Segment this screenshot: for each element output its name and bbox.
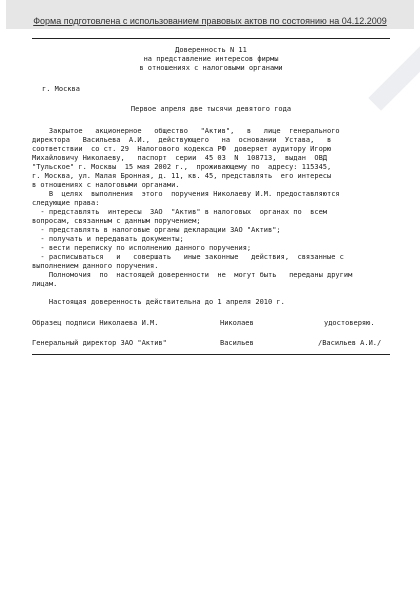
body-line: г. Москва, ул. Малая Бронная, д. 11, кв. 45, представлять его интересы: [32, 172, 332, 180]
document-city: г. Москва: [42, 85, 80, 93]
body-line: - представлять в налоговые органы декларации ЗАО "Актив";: [32, 226, 281, 234]
legal-notice: Форма подготовлена с использованием правовых актов по состоянию на 04.12.2009: [33, 16, 387, 26]
signature-sample-name: Николаев: [220, 319, 254, 327]
director-title: Генеральный директор ЗАО "Актив": [32, 339, 167, 347]
document-date: Первое апреля две тысячи девятого года: [130, 105, 292, 113]
body-line: - расписываться и совершать иные законные действия, связанные с: [32, 253, 344, 261]
signature-certification: удостоверяю.: [324, 319, 375, 327]
body-line: вопросам, связанным с данным поручением;: [32, 217, 201, 225]
body-line: Михайловичу Николаеву, паспорт серии 45 03 N 108713, выдан ОВД: [32, 154, 328, 162]
body-line: В целях выполнения этого поручения Николаеву И.М. предоставляются: [32, 190, 340, 198]
document-bottom-rule: [32, 354, 390, 355]
document-subtitle-line-2: в отношениях с налоговыми органами: [139, 64, 283, 72]
body-line: выполнением данного поручения.: [32, 262, 159, 270]
director-signature: Васильев: [220, 339, 254, 347]
body-line: - представлять интересы ЗАО "Актив" в налоговых органах по всем: [32, 208, 328, 216]
body-line: следующие права:: [32, 199, 100, 207]
document-top-rule: [32, 38, 390, 39]
signature-sample-label: Образец подписи Николаева И.М.: [32, 319, 159, 327]
body-line: лицам.: [32, 280, 58, 288]
body-line: Настоящая доверенность действительна до 1 апреля 2010 г.: [32, 298, 285, 306]
top-notice-bar: [6, 0, 414, 29]
body-line: директора Васильева А.И., действующего на основании Устава, в: [32, 136, 332, 144]
body-line: соответствии со ст. 29 Налогового кодекса РФ доверяет аудитору Игорю: [32, 145, 332, 153]
document-subtitle-line-1: на представление интересов фирмы: [143, 55, 279, 63]
document-title: Доверенность N 11: [175, 46, 247, 54]
body-line: Закрытое акционерное общество "Актив", в лице генерального: [32, 127, 340, 135]
body-line: "Тульское" г. Москвы 15 мая 2002 г., проживающему по адресу: 115345,: [32, 163, 332, 171]
director-full-name: /Васильев А.И./: [318, 339, 382, 347]
body-line: - получать и передавать документы;: [32, 235, 184, 243]
body-line: в отношениях с налоговыми органами.: [32, 181, 180, 189]
body-line: Полномочия по настоящей доверенности не могут быть переданы другим: [32, 271, 353, 279]
body-line: - вести переписку по исполнению данного поручения;: [32, 244, 252, 252]
